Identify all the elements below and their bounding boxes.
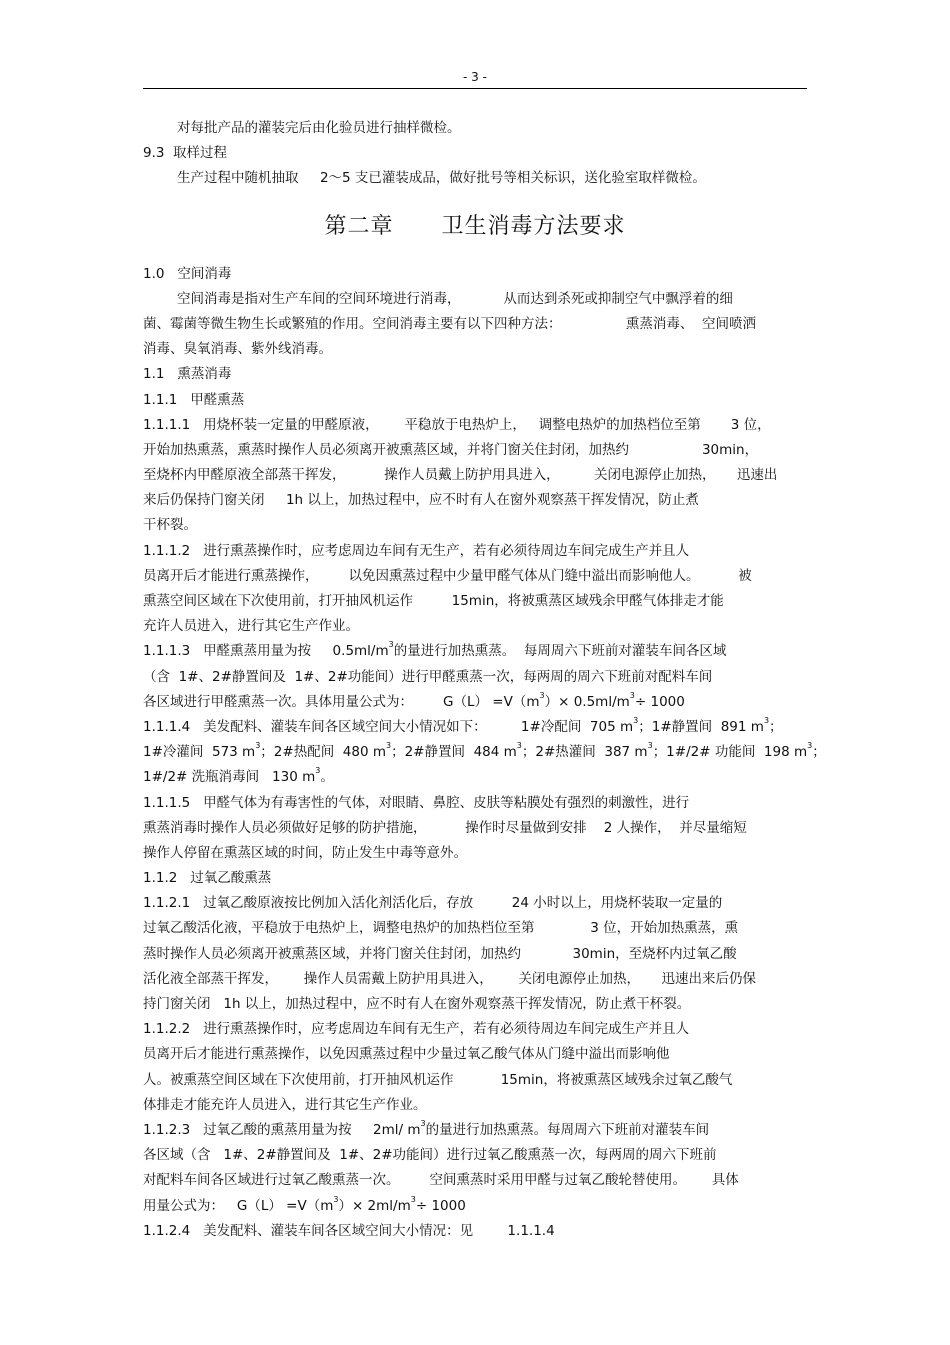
- text-fragment: 1.1.2.3 过氧乙酸的熏蒸用量为按 2ml/ m: [143, 1121, 421, 1138]
- section-heading: 9.3 取样过程: [143, 145, 228, 162]
- page-number: - 3 -: [463, 70, 487, 84]
- text-fragment: ；2#静置间 484 m: [391, 744, 517, 761]
- text-line: 生产过程中随机抽取 2～5 支已灌装成品，做好批号等相关标识，送化验室取样微检。: [177, 170, 706, 187]
- text-fragment: 1#冷灌间 573 m: [143, 744, 256, 761]
- text-line: 蒸时操作人员必须离开被熏蒸区域，并将门窗关住封闭，加热约 30min，至烧杯内过氧乙酸: [143, 945, 737, 962]
- text-fragment: ；: [769, 718, 783, 735]
- text-fragment: 1.1.1.4 美发配料、灌装车间各区域空间大小情况如下： 1#冷配间 705 m: [143, 718, 634, 735]
- text-fragment: ；2#热配间 480 m: [260, 744, 386, 761]
- text-line: 对每批产品的灌装完后由化验员进行抽样微检。: [177, 120, 461, 136]
- text-fragment: ）× 0.5ml/m: [544, 693, 630, 710]
- text-line: 开始加热熏蒸，熏蒸时操作人员必须离开被熏蒸区域，并将门窗关住封闭，加热约 30min，: [143, 441, 759, 458]
- text-line: 活化液全部蒸干挥发， 操作人员需戴上防护用具进入， 关闭电源停止加热， 迅速出来后仍保: [143, 970, 756, 987]
- text-line: [143, 1118, 807, 1143]
- text-line: 对配料车间各区域进行过氧乙酸熏蒸一次。 空间熏蒸时采用甲醛与过氧乙酸轮替使用。 具体: [143, 1172, 739, 1189]
- text-line: 1.1.2.2 进行熏蒸操作时，应考虑周边车间有无生产，若有必须待周边车间完成生产并且人: [143, 1021, 690, 1038]
- text-line: 操作人停留在熏蒸区域的时间，防止发生中毒等意外。: [143, 844, 467, 861]
- superscript: 3: [633, 715, 639, 725]
- text-fragment: 1#/2# 洗瓶消毒间 130 m: [143, 769, 316, 786]
- text-fragment: ）× 2ml/m: [338, 1197, 411, 1214]
- superscript: 3: [647, 741, 653, 751]
- text-fragment: 用量公式为： G（L） =V（m: [143, 1197, 334, 1214]
- text-fragment: 。: [320, 769, 334, 786]
- text-line: 1.1.2.1 过氧乙酸原液按比例加入活化剂活化后，存放 24 小时以上，用烧杯装取一定量的: [143, 895, 723, 912]
- superscript: 3: [629, 690, 635, 700]
- text-line: 至烧杯内甲醛原液全部蒸干挥发， 操作人员戴上防护用具进入， 关闭电源停止加热， 迅速出: [143, 467, 778, 484]
- text-line: 熏蒸空间区域在下次使用前，打开抽风机运作 15min，将被熏蒸区域残余甲醛气体排走才能: [143, 593, 724, 609]
- text-line: 空间消毒是指对生产车间的空间环境进行消毒， 从而达到杀死或抑制空气中飘浮着的细: [177, 290, 733, 307]
- text-line: 1.1.1.2 进行熏蒸操作时，应考虑周边车间有无生产，若有必须待周边车间完成生产并且人: [143, 542, 690, 559]
- section-heading: 1.1.2 过氧乙酸熏蒸: [143, 870, 272, 887]
- text-line: 各区域（含 1#、2#静置间及 1#、2#功能间）进行过氧乙酸熏蒸一次，每两周的周六下班前: [143, 1147, 717, 1164]
- superscript: 3: [255, 741, 261, 751]
- superscript: 3: [388, 640, 394, 650]
- text-fragment: ；1#/2# 功能间 198 m: [652, 744, 808, 761]
- text-line: 员离开后才能进行熏蒸操作， 以免因熏蒸过程中少量甲醛气体从门缝中溢出而影响他人。 被: [143, 567, 752, 584]
- superscript: 3: [539, 690, 545, 700]
- header-rule: [143, 88, 807, 89]
- text-line: [143, 740, 826, 765]
- text-line: 1.1.2.4 美发配料、灌装车间各区域空间大小情况：见 1.1.1.4: [143, 1222, 555, 1239]
- text-fragment: ÷ 1000: [634, 693, 685, 710]
- superscript: 3: [420, 1118, 426, 1128]
- text-line: [143, 715, 807, 740]
- text-fragment: ÷ 1000: [415, 1197, 466, 1214]
- page-body: [143, 116, 826, 1244]
- superscript: 3: [807, 741, 813, 751]
- text-line: 消毒、臭氧消毒、紫外线消毒。: [143, 341, 332, 358]
- superscript: 3: [315, 766, 321, 776]
- text-line: 持门窗关闭 1h 以上，加热过程中，应不时有人在窗外观察蒸干挥发情况，防止煮干杯裂。: [143, 996, 691, 1012]
- text-line: （含 1#、2#静置间及 1#、2#功能间）进行甲醛熏蒸一次，每两周的周六下班前对配料车间: [143, 668, 713, 685]
- section-heading: 1.1.1 甲醛熏蒸: [143, 391, 245, 408]
- text-line: 员离开后才能进行熏蒸操作，以免因熏蒸过程中少量过氧乙酸气体从门缝中溢出而影响他: [143, 1046, 670, 1063]
- text-fragment: ；: [812, 744, 826, 761]
- superscript: 3: [763, 715, 770, 725]
- superscript: 3: [333, 1194, 339, 1204]
- text-line: 体排走才能充许人员进入，进行其它生产作业。: [143, 1096, 427, 1113]
- text-line: 1.1.1.1 用烧杯装一定量的甲醛原液， 平稳放于电热炉上， 调整电热炉的加热档位至第 3 位，: [143, 416, 771, 433]
- chapter-title: 第二章 卫生消毒方法要求: [324, 213, 626, 239]
- formula-line: [143, 690, 807, 715]
- section-heading: 1.0 空间消毒: [143, 265, 232, 282]
- superscript: 3: [410, 1194, 416, 1204]
- text-fragment: ；2#热灌间 387 m: [521, 744, 648, 761]
- text-line: 1.1.1.5 甲醛气体为有毒害性的气体，对眼睛、鼻腔、皮肤等粘膜处有强烈的刺激性，进行: [143, 794, 690, 811]
- text-fragment: 1.1.1.3 甲醛熏蒸用量为按 0.5ml/m: [143, 643, 389, 660]
- text-line: 来后仍保持门窗关闭 1h 以上，加热过程中，应不时有人在窗外观察蒸干挥发情况，防止煮: [143, 492, 699, 509]
- superscript: 3: [516, 741, 522, 751]
- text-fragment: 的量进行加热熏蒸。 每周周六下班前对灌装车间各区域: [393, 643, 727, 660]
- text-line: 菌、霉菌等微生物生长或繁殖的作用。空间消毒主要有以下四种方法： 熏蒸消毒、 空间喷洒: [143, 315, 756, 332]
- text-line: 人。被熏蒸空间区域在下次使用前，打开抽风机运作 15min，将被熏蒸区域残余过氧乙酸气: [143, 1071, 733, 1088]
- text-fragment: 的量进行加热熏蒸。每周周六下班前对灌装车间: [425, 1121, 710, 1138]
- superscript: 3: [386, 741, 392, 751]
- text-line: 充许人员进入，进行其它生产作业。: [143, 618, 359, 635]
- text-line: [143, 765, 807, 790]
- text-line: 熏蒸消毒时操作人员必须做好足够的防护措施， 操作时尽量做到安排 2 人操作， 并尽量缩短: [143, 819, 747, 836]
- text-line: [143, 639, 807, 664]
- formula-line: [143, 1194, 807, 1219]
- text-line: 干杯裂。: [143, 517, 197, 534]
- text-fragment: 各区域进行甲醛熏蒸一次。具体用量公式为： G（L） =V（m: [143, 693, 540, 710]
- text-line: 过氧乙酸活化液，平稳放于电热炉上，调整电热炉的加热档位至第 3 位，开始加热熏蒸，熏: [143, 920, 739, 937]
- section-heading: 1.1 熏蒸消毒: [143, 366, 232, 383]
- text-fragment: ；1#静置间 891 m: [638, 718, 764, 735]
